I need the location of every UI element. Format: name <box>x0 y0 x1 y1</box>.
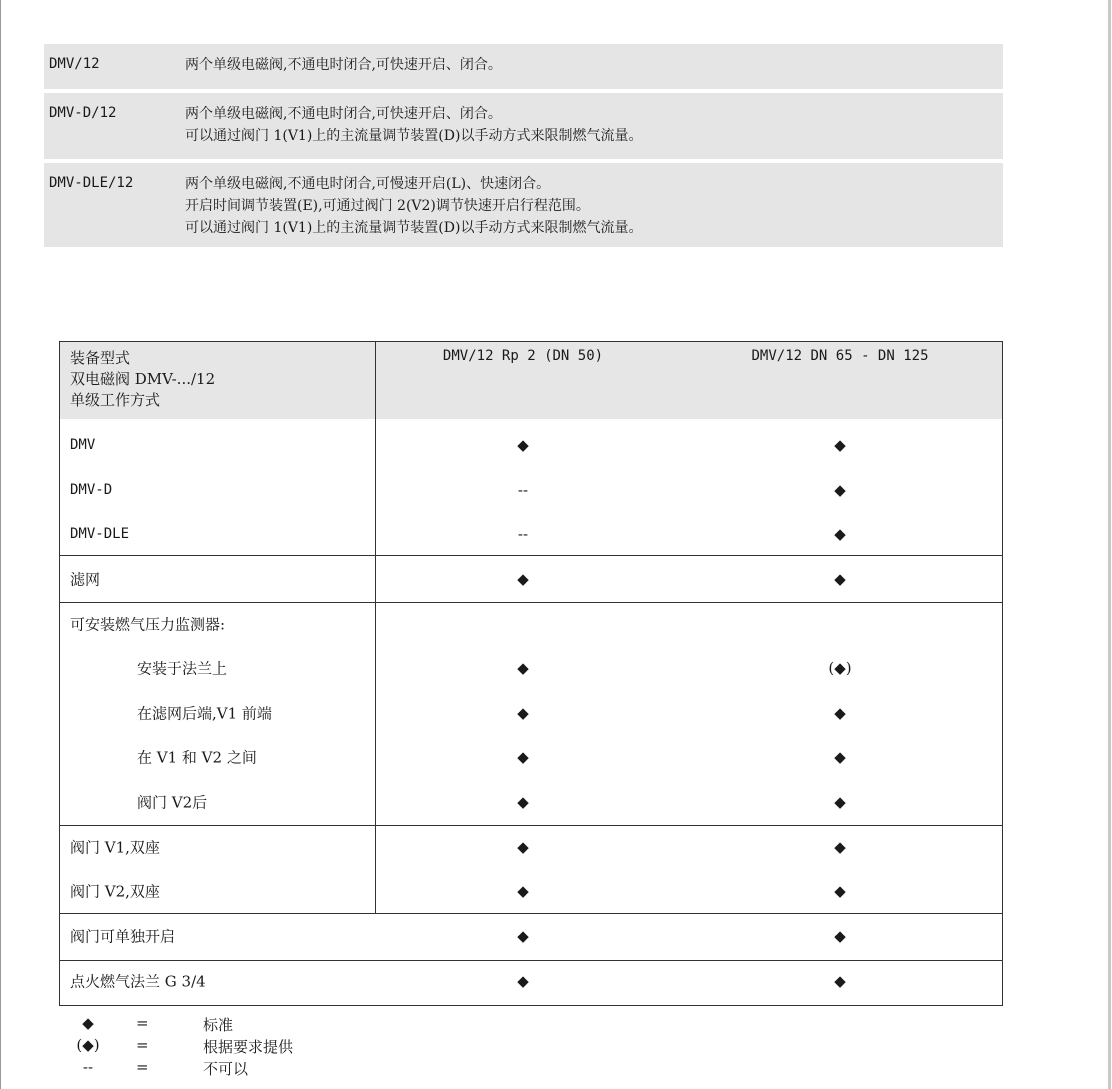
variant-code: DMV-D/12 <box>49 105 117 121</box>
row-label: 阀门可单独开启 <box>70 927 176 946</box>
cell-value: ◆ <box>517 882 529 900</box>
cell-value: -- <box>517 481 529 499</box>
variant-description-line: 开启时间调节装置(E),可通过阀门 2(V2)调节快速开启行程范围。 <box>185 198 590 214</box>
row-label: 阀门 V2后 <box>137 793 208 812</box>
row-label: 在 V1 和 V2 之间 <box>137 748 257 767</box>
cell-value: ◆ <box>517 838 529 856</box>
cell-value: ◆ <box>517 972 529 990</box>
variant-description-line: 可以通过阀门 1(V1)上的主流量调节装置(D)以手动方式来限制燃气流量。 <box>185 220 643 236</box>
header-label-line: 单级工作方式 <box>70 391 161 409</box>
legend-text: 不可以 <box>203 1060 249 1078</box>
cell-value: ◆ <box>834 525 846 543</box>
row-divider <box>60 960 1002 961</box>
column-divider <box>375 342 376 913</box>
row-label: 在滤网后端,V1 前端 <box>137 704 272 723</box>
cell-value: ◆ <box>834 570 846 588</box>
variant-row <box>44 93 1003 159</box>
variant-code: DMV/12 <box>49 56 100 72</box>
cell-value: ◆ <box>517 927 529 945</box>
cell-value: ◆ <box>517 659 529 677</box>
variant-row <box>44 44 1003 89</box>
row-label: 滤网 <box>70 570 101 589</box>
cell-value: ◆ <box>834 972 846 990</box>
variant-description-line: 两个单级电磁阀,不通电时闭合,可快速开启、闭合。 <box>185 57 502 73</box>
row-divider <box>60 913 1002 914</box>
variant-description <box>185 103 1003 147</box>
row-label: DMV-D <box>70 482 113 498</box>
cell-value: ◆ <box>517 793 529 811</box>
header-label-line: 装备型式 <box>70 349 131 367</box>
cell-value: ◆ <box>517 436 529 454</box>
row-label: 点火燃气法兰 G 3/4 <box>70 972 206 991</box>
variant-description-line: 两个单级电磁阀,不通电时闭合,可慢速开启(L)、快速闭合。 <box>185 176 551 192</box>
legend-symbol: -- <box>82 1058 94 1076</box>
legend-text: 标准 <box>203 1016 234 1034</box>
row-divider <box>60 825 1002 826</box>
variant-description-line: 两个单级电磁阀,不通电时闭合,可快速开启、闭合。 <box>185 106 502 122</box>
page-left-edge <box>0 0 1 1089</box>
legend-text: 根据要求提供 <box>203 1038 294 1056</box>
header-label-line: 双电磁阀 DMV-.../12 <box>70 370 216 388</box>
row-label: DMV-DLE <box>70 526 130 542</box>
variant-description-line: 可以通过阀门 1(V1)上的主流量调节装置(D)以手动方式来限制燃气流量。 <box>185 128 643 144</box>
variant-description <box>185 173 1003 239</box>
legend-symbol: ◆ <box>82 1014 94 1032</box>
cell-value: -- <box>517 525 529 543</box>
cell-value: ◆ <box>834 882 846 900</box>
legend-symbol: (◆) <box>76 1036 100 1054</box>
legend-equals: = <box>136 1058 149 1076</box>
equipment-table <box>59 341 1003 1006</box>
table-header <box>60 342 1002 419</box>
row-label: DMV <box>70 437 96 453</box>
page-right-edge <box>1108 0 1111 1089</box>
cell-value: ◆ <box>517 570 529 588</box>
row-label: 安装于法兰上 <box>137 659 228 678</box>
header-label <box>70 348 215 411</box>
row-label: 阀门 V2,双座 <box>70 882 160 901</box>
cell-value: ◆ <box>834 436 846 454</box>
column-header-dn65-125: DMV/12 DN 65 - DN 125 <box>751 348 929 364</box>
cell-value: ◆ <box>834 927 846 945</box>
cell-value: ◆ <box>834 481 846 499</box>
cell-value: ◆ <box>834 748 846 766</box>
row-divider <box>60 602 1002 603</box>
variant-code: DMV-DLE/12 <box>49 175 134 191</box>
row-divider <box>60 555 1002 556</box>
row-label: 阀门 V1,双座 <box>70 838 160 857</box>
cell-value: (◆) <box>828 659 852 677</box>
cell-value: ◆ <box>834 793 846 811</box>
row-label: 可安装燃气压力监测器: <box>70 615 226 634</box>
variant-description <box>185 54 1003 76</box>
cell-value: ◆ <box>834 704 846 722</box>
legend-equals: = <box>136 1014 149 1032</box>
cell-value: ◆ <box>517 704 529 722</box>
variant-row <box>44 163 1003 247</box>
column-header-dn50: DMV/12 Rp 2 (DN 50) <box>442 348 604 364</box>
legend-equals: = <box>136 1036 149 1054</box>
cell-value: ◆ <box>834 838 846 856</box>
variant-descriptions <box>44 44 1003 251</box>
cell-value: ◆ <box>517 748 529 766</box>
